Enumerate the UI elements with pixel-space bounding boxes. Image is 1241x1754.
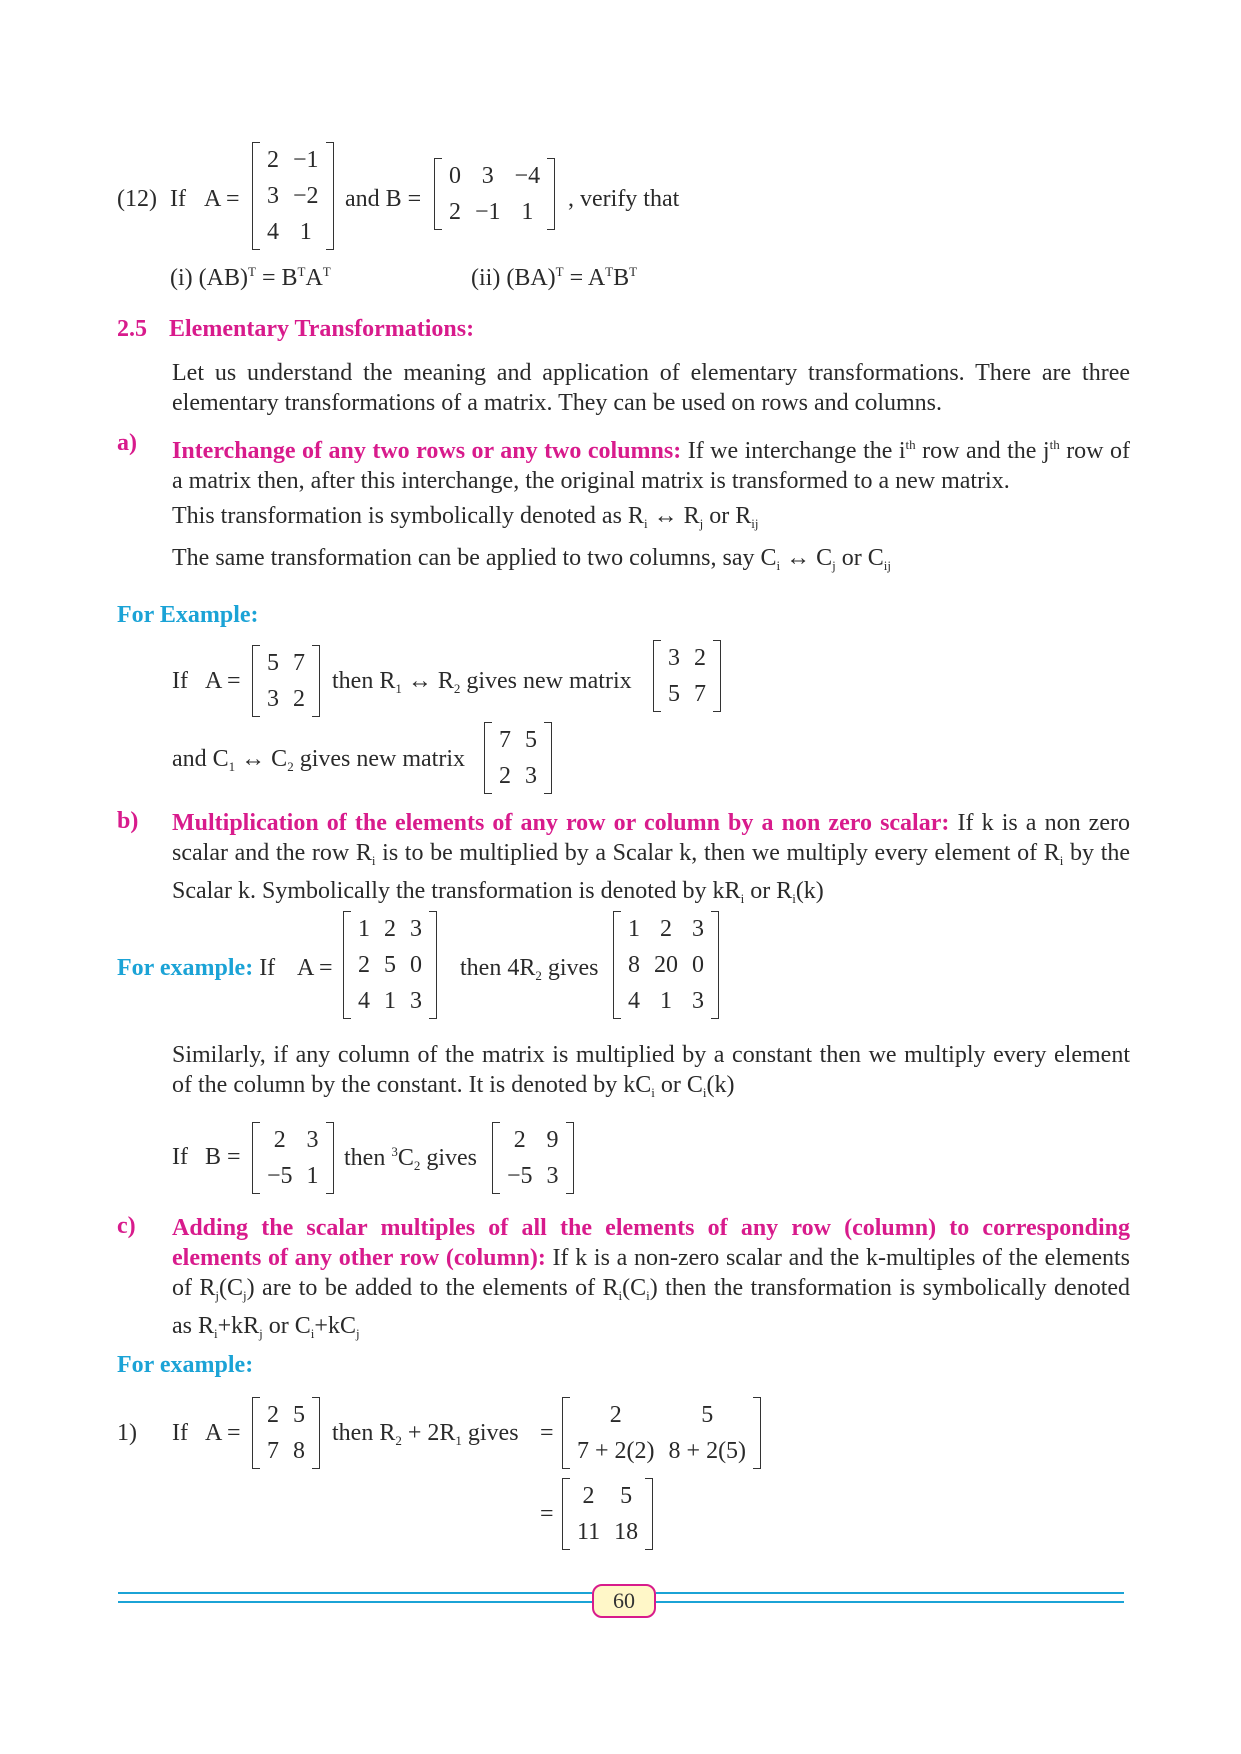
matrix-cell: −1	[293, 147, 319, 173]
a-equals: A =	[297, 955, 333, 981]
matrix-cell: −5	[267, 1163, 293, 1189]
matrix-b	[434, 158, 555, 230]
result-matrix	[492, 1122, 574, 1194]
intermediate-matrix	[562, 1397, 761, 1469]
footer-rule-left-top	[118, 1592, 592, 1594]
matrix-cell: 8	[628, 952, 640, 978]
question-number: (12)	[117, 186, 157, 212]
matrix-cell: 1	[384, 988, 396, 1014]
example-heading: For example:	[117, 1352, 254, 1378]
matrix-cell: −1	[475, 199, 501, 225]
matrix-cell: 4	[267, 219, 279, 245]
a-equals: A =	[204, 186, 240, 212]
matrix-a	[343, 911, 437, 1019]
item-b-label: b)	[117, 808, 139, 834]
b-equals: B =	[205, 1144, 241, 1170]
matrix-cell: 2	[267, 147, 279, 173]
matrix-cell: −5	[507, 1163, 533, 1189]
matrix-cell: 1	[521, 199, 534, 225]
matrix-cell: 7	[293, 650, 305, 676]
matrix-cell: 0	[449, 163, 461, 189]
matrix-a	[252, 1397, 320, 1469]
if-text: If	[172, 668, 188, 694]
matrix-cell: 4	[628, 988, 640, 1014]
result-matrix	[613, 911, 719, 1019]
matrix-cell: 7	[267, 1438, 279, 1464]
scalar-row-text: then $4R_2$ gives	[460, 955, 599, 983]
page-number: 60	[592, 1584, 656, 1618]
verify-text: , verify that	[568, 186, 680, 212]
item-a-label: a)	[117, 430, 137, 456]
matrix-cell: 2	[660, 916, 672, 942]
matrix-cell: 5	[267, 650, 279, 676]
matrix-cell: 1	[660, 988, 672, 1014]
matrix-cell: 3	[267, 183, 279, 209]
section-heading: 2.5 Elementary Transformations:	[117, 316, 475, 342]
similarly-paragraph: Similarly, if any column of the matrix is multiplied by a constant then we multiply every element of the column by the constant. It is denoted by $kC_i$ or $C_i(k)$	[172, 1042, 1130, 1100]
matrix-cell: 3	[692, 988, 704, 1014]
matrix-cell: 2	[384, 916, 396, 942]
matrix-cell: 5	[293, 1402, 305, 1428]
matrix-cell: 3	[481, 163, 494, 189]
if-text: If	[170, 186, 186, 212]
equals-sign: =	[540, 1501, 554, 1527]
item-a-paragraph: Interchange of any two rows or any two columns: If we interchange the $i^{th}$ row and the $j^{th}$ row of a matrix then, after this interchange, the original matrix is transformed to a new matrix.	[172, 437, 1130, 494]
and-b-equals: and B =	[345, 186, 422, 212]
intro-paragraph: Let us understand the meaning and application of elementary transformations. There are three elementary transformations of a matrix. They can be used on rows and columns.	[172, 360, 1130, 416]
matrix-b	[252, 1122, 334, 1194]
matrix-cell: 5	[701, 1402, 714, 1428]
matrix-cell: 2	[582, 1483, 595, 1509]
result-matrix	[484, 722, 552, 794]
if-text: If	[172, 1420, 188, 1446]
scalar-column-text: then $^3C_2$ gives	[344, 1144, 478, 1173]
matrix-cell: 2	[273, 1127, 286, 1153]
footer-rule-right-top	[656, 1592, 1124, 1594]
matrix-cell: 3	[668, 645, 680, 671]
matrix-cell: 5	[525, 727, 537, 753]
matrix-cell: 7	[499, 727, 511, 753]
matrix-cell: 8	[293, 1438, 305, 1464]
matrix-cell: 5	[620, 1483, 633, 1509]
matrix-cell: 3	[410, 988, 422, 1014]
matrix-cell: 3	[525, 763, 537, 789]
column-interchange-notation: The same transformation can be applied to two columns, say $C_i$ ↔ $C_j$ or $C_{ij}$	[172, 545, 892, 573]
if-text: If	[172, 1144, 188, 1170]
matrix-cell: 1	[299, 219, 312, 245]
matrix-cell: 9	[546, 1127, 559, 1153]
matrix-cell: 2	[499, 763, 511, 789]
matrix-cell: 3	[306, 1127, 319, 1153]
matrix-cell: 1	[358, 916, 370, 942]
matrix-a	[252, 142, 334, 250]
item-c-label: c)	[117, 1213, 136, 1239]
a-equals: A =	[205, 1420, 241, 1446]
footer-rule-left-bottom	[118, 1601, 592, 1603]
matrix-cell: −2	[293, 183, 319, 209]
item-b-paragraph: Multiplication of the elements of any row or column by a non zero scalar: If k is a non zero scalar and the row $R_i$ is to be multiplied by a Scalar k, then we multiply every element of $R_i$ by the Scalar k. Symbolically the transformation is denoted by $kR_i$ or $R_i(k)$	[172, 810, 1131, 906]
matrix-cell: 0	[410, 952, 422, 978]
result-matrix	[562, 1478, 653, 1550]
matrix-cell: 2	[694, 645, 706, 671]
matrix-cell: 1	[306, 1163, 319, 1189]
matrix-cell: −4	[514, 163, 541, 189]
matrix-cell: 8 + 2(5)	[668, 1438, 747, 1464]
matrix-cell: 18	[614, 1519, 639, 1545]
item-c-paragraph: Adding the scalar multiples of all the elements of any row (column) to corresponding elements of any other row (column): If k is a non-zero scalar and the k-multiples of the elements of $R_j(C_j)$ are to be added to the elements of $R_i(C_i)$ then the transformation is symbolically denoted as $R_i+kR_j$ or $C_i+kC_j$	[172, 1215, 1131, 1341]
matrix-cell: 7 + 2(2)	[577, 1438, 655, 1464]
matrix-cell: 5	[668, 681, 680, 707]
column-swap-text: and $C_1$ ↔ $C_2$ gives new matrix	[172, 746, 465, 774]
matrix-cell: 2	[609, 1402, 622, 1428]
matrix-cell: 3	[546, 1163, 559, 1189]
result-matrix	[653, 640, 721, 712]
matrix-cell: 2	[449, 199, 461, 225]
footer-rule-right-bottom	[656, 1601, 1124, 1603]
row-interchange-notation: This transformation is symbolically denoted as $R_i$ ↔ $R_j$ or $R_{ij}$	[172, 503, 759, 531]
matrix-cell: 2	[293, 686, 305, 712]
matrix-cell: 3	[410, 916, 422, 942]
matrix-cell: 1	[628, 916, 640, 942]
matrix-cell: 4	[358, 988, 370, 1014]
matrix-a	[252, 645, 320, 717]
example-line: For example: If	[117, 955, 276, 981]
matrix-cell: 0	[692, 952, 704, 978]
matrix-cell: 5	[384, 952, 396, 978]
matrix-cell: 7	[694, 681, 706, 707]
matrix-cell: 2	[513, 1127, 526, 1153]
matrix-cell: 3	[692, 916, 704, 942]
matrix-cell: 11	[577, 1519, 601, 1545]
matrix-cell: 2	[267, 1402, 279, 1428]
identity-i: (i) $(AB)^T = B^TA^T$	[170, 264, 331, 291]
equals-sign: =	[540, 1420, 554, 1446]
row-add-text: then $R_2 + 2R_1$ gives	[332, 1420, 519, 1448]
example-heading: For Example:	[117, 602, 259, 628]
a-equals: A =	[205, 668, 241, 694]
identity-ii: (ii) $(BA)^T = A^TB^T$	[471, 264, 638, 291]
matrix-cell: 20	[654, 952, 678, 978]
matrix-cell: 2	[358, 952, 370, 978]
row-swap-text: then $R_1$ ↔ $R_2$ gives new matrix	[332, 668, 632, 696]
matrix-cell: 3	[267, 686, 279, 712]
example-number: 1)	[117, 1420, 137, 1446]
